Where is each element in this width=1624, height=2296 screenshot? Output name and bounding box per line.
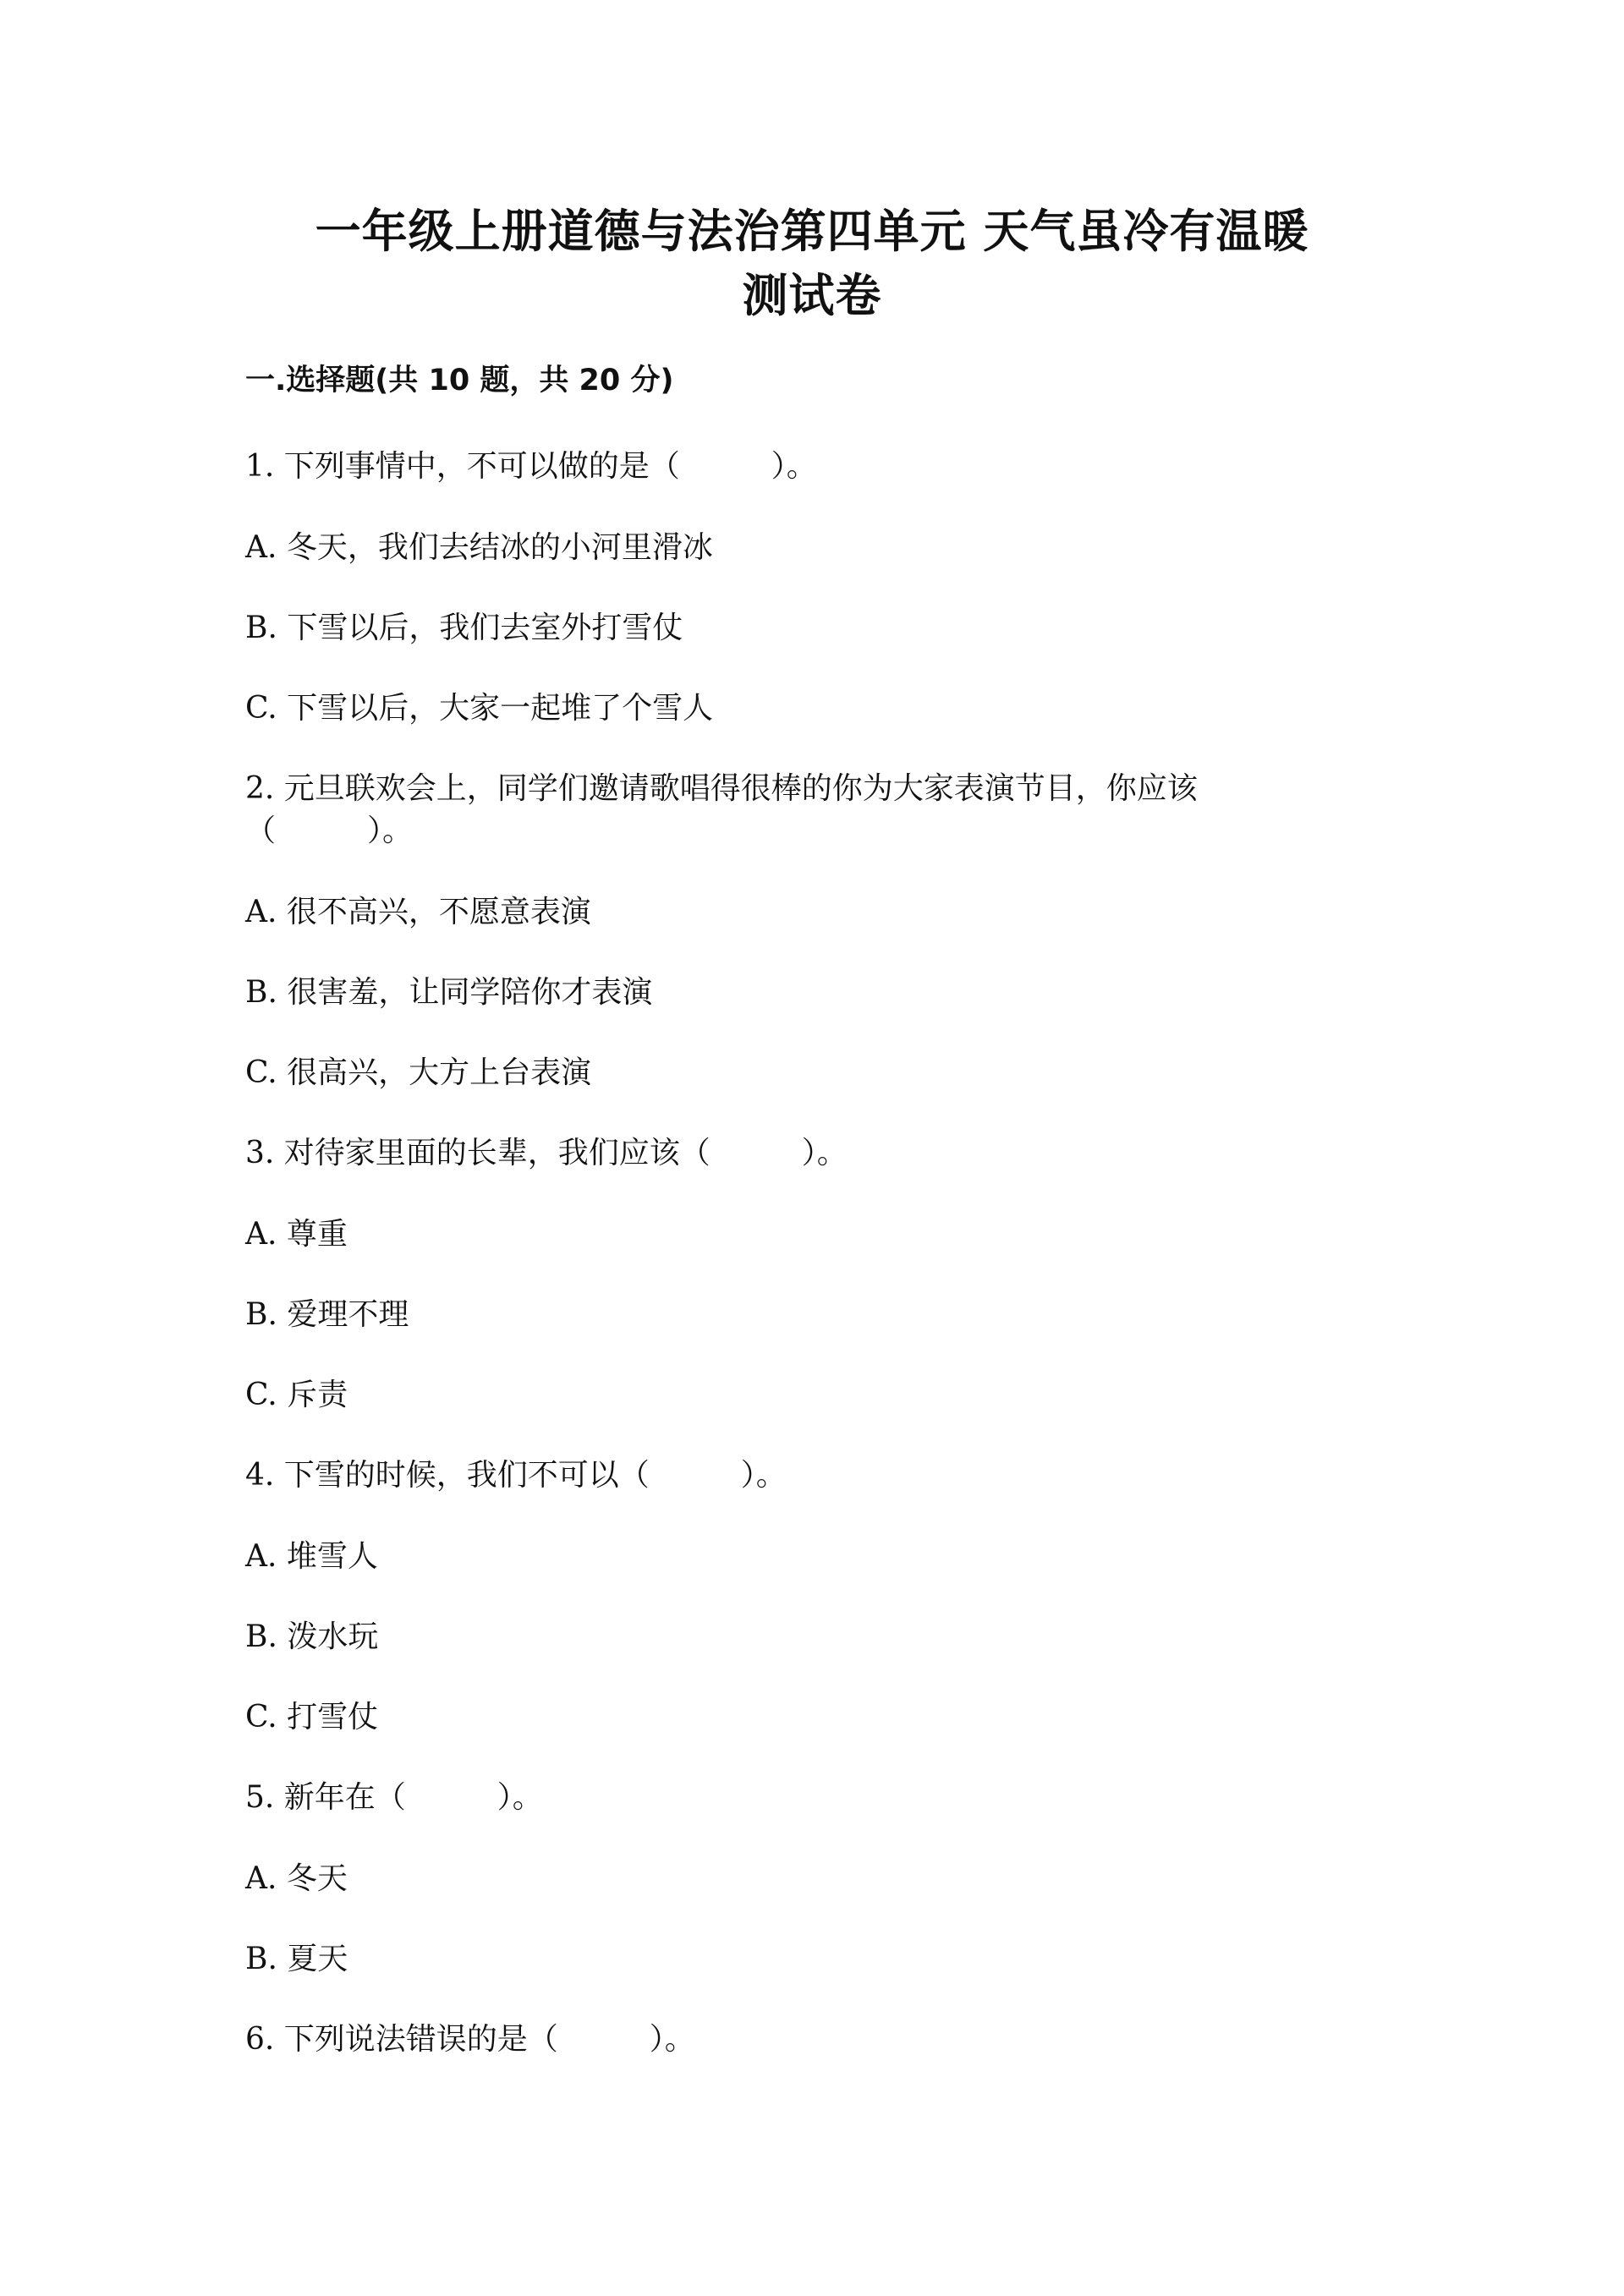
question-4-stem: 4. 下雪的时候，我们不可以（ ）。 [245, 1458, 787, 1493]
question-6-stem: 6. 下列说法错误的是（ ）。 [245, 2022, 695, 2057]
question-1-option-c: C. 下雪以后，大家一起堆了个雪人 [245, 691, 714, 726]
exam-title-line-1: 一年级上册道德与法治第四单元 天气虽冷有温暖 [315, 205, 1309, 258]
question-3-option-c: C. 斥责 [245, 1378, 348, 1412]
question-5-option-a: A. 冬天 [245, 1861, 348, 1896]
question-3-option-b: B. 爱理不理 [245, 1297, 409, 1332]
question-5-stem: 5. 新年在（ ）。 [245, 1780, 543, 1815]
question-4-option-b: B. 泼水玩 [245, 1619, 379, 1654]
question-2-stem-continued: （ ）。 [245, 814, 414, 848]
question-1-option-a: A. 冬天，我们去结冰的小河里滑冰 [245, 530, 713, 565]
question-2-option-c: C. 很高兴，大方上台表演 [245, 1055, 592, 1090]
section-heading: 一.选择题(共 10 题，共 20 分) [245, 364, 674, 397]
question-1-option-b: B. 下雪以后，我们去室外打雪仗 [245, 611, 683, 645]
question-2-option-a: A. 很不高兴，不愿意表演 [245, 895, 591, 929]
question-4-option-a: A. 堆雪人 [245, 1539, 378, 1574]
question-2-option-b: B. 很害羞，让同学陪你才表演 [245, 975, 653, 1010]
question-1-stem: 1. 下列事情中，不可以做的是（ ）。 [245, 449, 817, 484]
question-4-option-c: C. 打雪仗 [245, 1700, 379, 1734]
question-5-option-b: B. 夏天 [245, 1942, 348, 1976]
exam-title-line-2: 测试卷 [742, 269, 882, 322]
question-3-stem: 3. 对待家里面的长辈，我们应该（ ）。 [245, 1136, 848, 1170]
question-3-option-a: A. 尊重 [245, 1217, 348, 1252]
question-2-stem: 2. 元旦联欢会上，同学们邀请歌唱得很棒的你为大家表演节目，你应该 [245, 771, 1198, 806]
